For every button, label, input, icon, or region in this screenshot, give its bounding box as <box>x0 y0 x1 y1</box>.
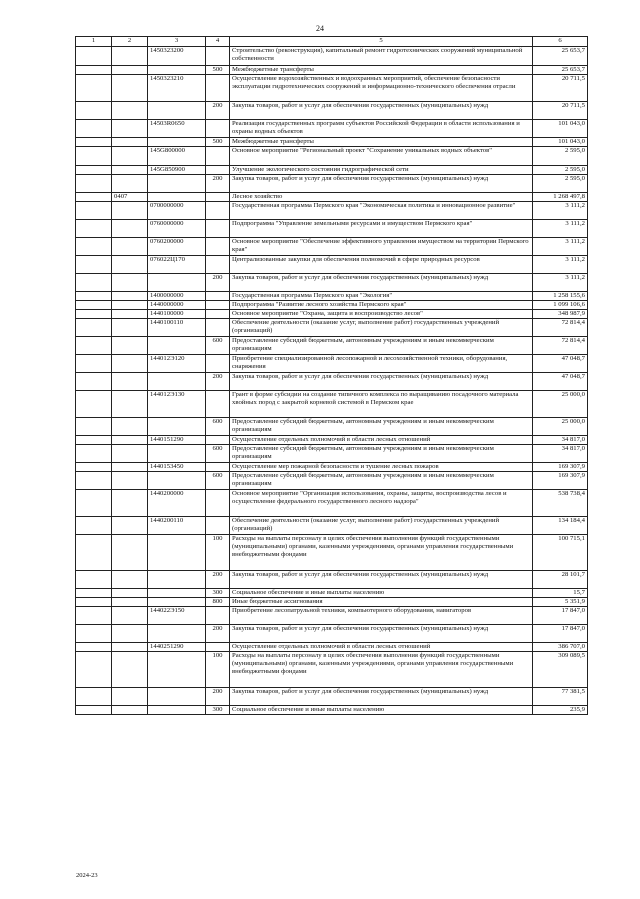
section-code-cell <box>112 706 148 715</box>
header-cell: 6 <box>533 37 588 47</box>
target-article-cell: 145G800000 <box>148 147 206 166</box>
target-article-cell: 144022Э150 <box>148 607 206 625</box>
description-cell: Строительство (реконструкция), капитальный ремонт гидротехнических сооружений муниципальной собственности <box>230 47 533 66</box>
expense-type-cell: 500 <box>206 138 230 147</box>
description-cell: Реализация государственных программ субъектов Российской Федерации в области использования и охраны водных объектов <box>230 120 533 138</box>
col-1-cell <box>76 391 112 418</box>
budget-table <box>75 36 588 715</box>
amount-cell: 34 817,0 <box>533 436 588 445</box>
section-code-cell <box>112 310 148 319</box>
section-code-cell <box>112 66 148 75</box>
target-article-cell <box>148 598 206 607</box>
amount-cell: 77 381,5 <box>533 688 588 706</box>
expense-type-cell <box>206 220 230 238</box>
table-row <box>76 436 588 445</box>
expense-type-cell <box>206 319 230 337</box>
expense-type-cell: 800 <box>206 598 230 607</box>
target-article-cell <box>148 418 206 436</box>
col-1-cell <box>76 625 112 643</box>
amount-cell: 2 595,0 <box>533 166 588 175</box>
expense-type-cell <box>206 490 230 517</box>
table-row <box>76 238 588 256</box>
description-cell: Подпрограмма "Развитие лесного хозяйства Пермского края" <box>230 301 533 310</box>
section-code-cell <box>112 643 148 652</box>
description-cell: Предоставление субсидий бюджетным, автономным учреждениям и иным некоммерческим организациям <box>230 472 533 490</box>
amount-cell: 28 101,7 <box>533 571 588 589</box>
col-1-cell <box>76 256 112 274</box>
target-article-cell: 14503R0650 <box>148 120 206 138</box>
amount-cell: 25 000,0 <box>533 418 588 436</box>
expense-type-cell <box>206 607 230 625</box>
amount-cell: 538 738,4 <box>533 490 588 517</box>
table-row <box>76 138 588 147</box>
section-code-cell <box>112 517 148 535</box>
section-code-cell <box>112 391 148 418</box>
description-cell: Приобретение специализированной лесопожарной и лесохозяйственной техники, оборудования, снаряжения <box>230 355 533 373</box>
table-row <box>76 147 588 166</box>
section-code-cell <box>112 445 148 463</box>
expense-type-cell: 200 <box>206 373 230 391</box>
target-article-cell: 1440151290 <box>148 436 206 445</box>
target-article-cell <box>148 472 206 490</box>
table-row <box>76 463 588 472</box>
section-code-cell <box>112 202 148 220</box>
section-code-cell <box>112 472 148 490</box>
section-code-cell <box>112 607 148 625</box>
table-row <box>76 166 588 175</box>
target-article-cell <box>148 274 206 292</box>
table-row <box>76 256 588 274</box>
target-article-cell: 1440153450 <box>148 463 206 472</box>
target-article-cell <box>148 625 206 643</box>
expense-type-cell: 600 <box>206 472 230 490</box>
table-row <box>76 319 588 337</box>
col-1-cell <box>76 202 112 220</box>
target-article-cell <box>148 193 206 202</box>
description-cell: Грант в форме субсидии на создание типичного комплекса по выращиванию посадочного материала хвойных пород с закрытой корневой системой в Пермском крае <box>230 391 533 418</box>
expense-type-cell <box>206 391 230 418</box>
header-cell: 2 <box>112 37 148 47</box>
description-cell: Обеспечение деятельности (оказание услуг, выполнение работ) государственных учреждений (организаций) <box>230 517 533 535</box>
description-cell: Улучшение экологического состояния гидрографической сети <box>230 166 533 175</box>
table-row <box>76 445 588 463</box>
expense-type-cell: 600 <box>206 418 230 436</box>
section-code-cell <box>112 102 148 120</box>
table-row <box>76 373 588 391</box>
description-cell: Закупка товаров, работ и услуг для обеспечения государственных (муниципальных) нужд <box>230 102 533 120</box>
amount-cell: 25 000,0 <box>533 391 588 418</box>
description-cell: Основное мероприятие "Региональный проект "Сохранение уникальных водных объектов" <box>230 147 533 166</box>
target-article-cell <box>148 706 206 715</box>
table-row <box>76 75 588 102</box>
col-1-cell <box>76 310 112 319</box>
description-cell: Основное мероприятие "Охрана, защита и воспроизводство лесов" <box>230 310 533 319</box>
amount-cell: 2 595,0 <box>533 175 588 193</box>
col-1-cell <box>76 75 112 102</box>
target-article-cell <box>148 337 206 355</box>
amount-cell: 17 847,0 <box>533 625 588 643</box>
target-article-cell: 145G850900 <box>148 166 206 175</box>
target-article-cell <box>148 571 206 589</box>
expense-type-cell <box>206 147 230 166</box>
col-1-cell <box>76 274 112 292</box>
description-cell: Межбюджетные трансферты <box>230 138 533 147</box>
amount-cell: 386 707,0 <box>533 643 588 652</box>
target-article-cell: 144012Э120 <box>148 355 206 373</box>
section-code-cell <box>112 571 148 589</box>
table-row <box>76 202 588 220</box>
section-code-cell <box>112 463 148 472</box>
expense-type-cell: 100 <box>206 535 230 571</box>
expense-type-cell: 200 <box>206 175 230 193</box>
description-cell: Приобретение лесопатрульной техники, компьютерного оборудования, навигаторов <box>230 607 533 625</box>
description-cell: Межбюджетные трансферты <box>230 66 533 75</box>
amount-cell: 100 715,1 <box>533 535 588 571</box>
description-cell: Закупка товаров, работ и услуг для обеспечения государственных (муниципальных) нужд <box>230 373 533 391</box>
description-cell: Закупка товаров, работ и услуг для обеспечения государственных (муниципальных) нужд <box>230 175 533 193</box>
description-cell: Государственная программа Пермского края "Экология" <box>230 292 533 301</box>
description-cell: Закупка товаров, работ и услуг для обеспечения государственных (муниципальных) нужд <box>230 274 533 292</box>
section-code-cell <box>112 166 148 175</box>
target-article-cell: 0760200000 <box>148 238 206 256</box>
table-row <box>76 625 588 643</box>
description-cell: Предоставление субсидий бюджетным, автономным учреждениям и иным некоммерческим организациям <box>230 418 533 436</box>
col-1-cell <box>76 193 112 202</box>
target-article-cell: 0700000000 <box>148 202 206 220</box>
amount-cell: 20 711,5 <box>533 102 588 120</box>
target-article-cell: 1440251290 <box>148 643 206 652</box>
header-cell: 1 <box>76 37 112 47</box>
col-1-cell <box>76 337 112 355</box>
col-1-cell <box>76 166 112 175</box>
section-code-cell <box>112 75 148 102</box>
expense-type-cell: 100 <box>206 652 230 688</box>
amount-cell: 17 847,0 <box>533 607 588 625</box>
table-row <box>76 418 588 436</box>
col-1-cell <box>76 607 112 625</box>
expense-type-cell <box>206 166 230 175</box>
target-article-cell <box>148 66 206 75</box>
expense-type-cell: 600 <box>206 337 230 355</box>
amount-cell: 47 048,7 <box>533 355 588 373</box>
amount-cell: 2 595,0 <box>533 147 588 166</box>
target-article-cell: 1450323210 <box>148 75 206 102</box>
expense-type-cell <box>206 238 230 256</box>
col-1-cell <box>76 598 112 607</box>
header-cell: 4 <box>206 37 230 47</box>
expense-type-cell <box>206 310 230 319</box>
amount-cell: 134 184,4 <box>533 517 588 535</box>
amount-cell: 25 653,7 <box>533 47 588 66</box>
table-row <box>76 643 588 652</box>
amount-cell: 3 111,2 <box>533 256 588 274</box>
expense-type-cell <box>206 301 230 310</box>
section-code-cell <box>112 319 148 337</box>
amount-cell: 3 111,2 <box>533 202 588 220</box>
expense-type-cell <box>206 202 230 220</box>
amount-cell: 169 307,9 <box>533 472 588 490</box>
expense-type-cell <box>206 292 230 301</box>
col-1-cell <box>76 652 112 688</box>
description-cell: Централизованные закупки для обеспечения полномочий в сфере природных ресурсов <box>230 256 533 274</box>
section-code-cell <box>112 120 148 138</box>
col-1-cell <box>76 301 112 310</box>
col-1-cell <box>76 147 112 166</box>
description-cell: Государственная программа Пермского края "Экономическая политика и инновационное развитие" <box>230 202 533 220</box>
amount-cell: 5 351,9 <box>533 598 588 607</box>
target-article-cell <box>148 373 206 391</box>
description-cell: Закупка товаров, работ и услуг для обеспечения государственных (муниципальных) нужд <box>230 625 533 643</box>
expense-type-cell <box>206 355 230 373</box>
expense-type-cell: 200 <box>206 571 230 589</box>
description-cell: Подпрограмма "Управление земельными ресурсами и имуществом Пермского края" <box>230 220 533 238</box>
expense-type-cell: 300 <box>206 589 230 598</box>
table-row <box>76 652 588 688</box>
col-1-cell <box>76 138 112 147</box>
table-row <box>76 589 588 598</box>
target-article-cell: 144012Э130 <box>148 391 206 418</box>
expense-type-cell: 200 <box>206 625 230 643</box>
col-1-cell <box>76 688 112 706</box>
section-code-cell <box>112 652 148 688</box>
table-row <box>76 102 588 120</box>
table-row <box>76 535 588 571</box>
amount-cell: 25 653,7 <box>533 66 588 75</box>
col-1-cell <box>76 373 112 391</box>
amount-cell: 3 111,2 <box>533 274 588 292</box>
target-article-cell <box>148 445 206 463</box>
target-article-cell: 1440100000 <box>148 310 206 319</box>
target-article-cell: 1440100110 <box>148 319 206 337</box>
col-1-cell <box>76 238 112 256</box>
expense-type-cell: 200 <box>206 102 230 120</box>
target-article-cell <box>148 688 206 706</box>
target-article-cell: 076022Ц170 <box>148 256 206 274</box>
section-code-cell <box>112 238 148 256</box>
section-code-cell <box>112 688 148 706</box>
amount-cell: 15,7 <box>533 589 588 598</box>
amount-cell: 1 258 155,6 <box>533 292 588 301</box>
expense-type-cell: 500 <box>206 66 230 75</box>
expense-type-cell: 200 <box>206 274 230 292</box>
footer-code: 2024-23 <box>76 872 98 879</box>
section-code-cell <box>112 256 148 274</box>
description-cell: Обеспечение деятельности (оказание услуг, выполнение работ) государственных учреждений (организаций) <box>230 319 533 337</box>
col-1-cell <box>76 463 112 472</box>
table-row <box>76 607 588 625</box>
description-cell: Основное мероприятие "Организация использования, охраны, защиты, воспроизводства лесов и осуществление федерального государственного лесного надзора" <box>230 490 533 517</box>
table-row <box>76 490 588 517</box>
description-cell: Основное мероприятие "Обеспечение эффективного управления имуществом на территории Пермского края" <box>230 238 533 256</box>
section-code-cell <box>112 138 148 147</box>
amount-cell: 348 987,9 <box>533 310 588 319</box>
target-article-cell: 1400000000 <box>148 292 206 301</box>
description-cell: Социальное обеспечение и иные выплаты населению <box>230 589 533 598</box>
expense-type-cell <box>206 120 230 138</box>
col-1-cell <box>76 47 112 66</box>
amount-cell: 20 711,5 <box>533 75 588 102</box>
header-cell: 3 <box>148 37 206 47</box>
section-code-cell <box>112 589 148 598</box>
target-article-cell <box>148 589 206 598</box>
amount-cell: 3 111,2 <box>533 238 588 256</box>
description-cell: Лесное хозяйство <box>230 193 533 202</box>
description-cell: Расходы на выплаты персоналу в целях обеспечения выполнения функций государственными (муниципальными) органами, казенными учреждениями, органами управления государственными внебюджетными фондами <box>230 652 533 688</box>
table-row <box>76 220 588 238</box>
section-code-cell <box>112 274 148 292</box>
col-1-cell <box>76 535 112 571</box>
col-1-cell <box>76 436 112 445</box>
col-1-cell <box>76 589 112 598</box>
description-cell: Предоставление субсидий бюджетным, автономным учреждениям и иным некоммерческим организациям <box>230 445 533 463</box>
table-row <box>76 337 588 355</box>
amount-cell: 3 111,2 <box>533 220 588 238</box>
expense-type-cell <box>206 643 230 652</box>
col-1-cell <box>76 643 112 652</box>
table-row <box>76 292 588 301</box>
amount-cell: 309 089,5 <box>533 652 588 688</box>
target-article-cell <box>148 175 206 193</box>
amount-cell: 72 814,4 <box>533 319 588 337</box>
amount-cell: 1 268 497,8 <box>533 193 588 202</box>
expense-type-cell <box>206 47 230 66</box>
expense-type-cell: 300 <box>206 706 230 715</box>
col-1-cell <box>76 571 112 589</box>
description-cell: Осуществление отдельных полномочий в области лесных отношений <box>230 436 533 445</box>
section-code-cell <box>112 436 148 445</box>
col-1-cell <box>76 517 112 535</box>
amount-cell: 169 307,9 <box>533 463 588 472</box>
description-cell: Закупка товаров, работ и услуг для обеспечения государственных (муниципальных) нужд <box>230 571 533 589</box>
col-1-cell <box>76 355 112 373</box>
target-article-cell: 1440200110 <box>148 517 206 535</box>
col-1-cell <box>76 175 112 193</box>
expense-type-cell <box>206 193 230 202</box>
col-1-cell <box>76 445 112 463</box>
description-cell: Предоставление субсидий бюджетным, автономным учреждениям и иным некоммерческим организациям <box>230 337 533 355</box>
table-row <box>76 598 588 607</box>
description-cell: Осуществление водохозяйственных и водоохранных мероприятий, обеспечение безопасности эксплуатации гидротехнических сооружений и информационно-технического обеспечения отрасли <box>230 75 533 102</box>
section-code-cell <box>112 292 148 301</box>
expense-type-cell <box>206 463 230 472</box>
section-code-cell <box>112 490 148 517</box>
section-code-cell <box>112 625 148 643</box>
expense-type-cell: 600 <box>206 445 230 463</box>
table-row <box>76 517 588 535</box>
table-row <box>76 66 588 75</box>
header-row <box>76 37 588 47</box>
col-1-cell <box>76 102 112 120</box>
col-1-cell <box>76 220 112 238</box>
section-code-cell <box>112 147 148 166</box>
table-row <box>76 706 588 715</box>
section-code-cell <box>112 337 148 355</box>
page-number: 24 <box>316 24 324 33</box>
table-row <box>76 688 588 706</box>
col-1-cell <box>76 490 112 517</box>
col-1-cell <box>76 66 112 75</box>
description-cell: Расходы на выплаты персоналу в целях обеспечения выполнения функций государственными (муниципальными) органами, казенными учреждениями, органами управления государственными внебюджетными фондами <box>230 535 533 571</box>
col-1-cell <box>76 292 112 301</box>
table-row <box>76 120 588 138</box>
amount-cell: 72 814,4 <box>533 337 588 355</box>
table-row <box>76 175 588 193</box>
target-article-cell <box>148 138 206 147</box>
table-row <box>76 193 588 202</box>
target-article-cell <box>148 535 206 571</box>
section-code-cell: 0407 <box>112 193 148 202</box>
table-row <box>76 274 588 292</box>
description-cell: Иные бюджетные ассигнования <box>230 598 533 607</box>
table-row <box>76 310 588 319</box>
section-code-cell <box>112 220 148 238</box>
description-cell: Закупка товаров, работ и услуг для обеспечения государственных (муниципальных) нужд <box>230 688 533 706</box>
description-cell: Осуществление отдельных полномочий в области лесных отношений <box>230 643 533 652</box>
col-1-cell <box>76 319 112 337</box>
target-article-cell <box>148 102 206 120</box>
amount-cell: 1 099 106,6 <box>533 301 588 310</box>
section-code-cell <box>112 598 148 607</box>
amount-cell: 235,9 <box>533 706 588 715</box>
section-code-cell <box>112 373 148 391</box>
target-article-cell: 1440000000 <box>148 301 206 310</box>
amount-cell: 34 817,0 <box>533 445 588 463</box>
amount-cell: 47 048,7 <box>533 373 588 391</box>
expense-type-cell <box>206 517 230 535</box>
section-code-cell <box>112 418 148 436</box>
section-code-cell <box>112 47 148 66</box>
table-row <box>76 355 588 373</box>
table-row <box>76 472 588 490</box>
target-article-cell <box>148 652 206 688</box>
amount-cell: 101 043,0 <box>533 138 588 147</box>
col-1-cell <box>76 706 112 715</box>
expense-type-cell <box>206 436 230 445</box>
section-code-cell <box>112 355 148 373</box>
col-1-cell <box>76 472 112 490</box>
expense-type-cell <box>206 256 230 274</box>
section-code-cell <box>112 175 148 193</box>
section-code-cell <box>112 535 148 571</box>
section-code-cell <box>112 301 148 310</box>
col-1-cell <box>76 120 112 138</box>
col-1-cell <box>76 418 112 436</box>
table-row <box>76 47 588 66</box>
target-article-cell: 0760000000 <box>148 220 206 238</box>
amount-cell: 101 043,0 <box>533 120 588 138</box>
expense-type-cell <box>206 75 230 102</box>
description-cell: Социальное обеспечение и иные выплаты населению <box>230 706 533 715</box>
target-article-cell: 1440200000 <box>148 490 206 517</box>
table-row <box>76 301 588 310</box>
header-cell: 5 <box>230 37 533 47</box>
table-row <box>76 571 588 589</box>
expense-type-cell: 200 <box>206 688 230 706</box>
target-article-cell: 1450323200 <box>148 47 206 66</box>
description-cell: Осуществление мер пожарной безопасности и тушение лесных пожаров <box>230 463 533 472</box>
table-row <box>76 391 588 418</box>
